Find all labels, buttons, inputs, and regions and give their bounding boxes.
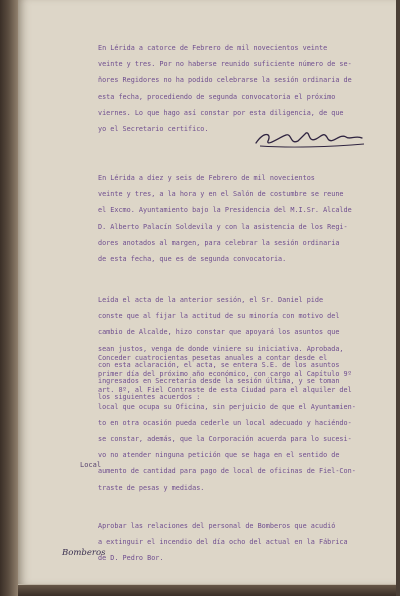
page-stack-edge [18,584,396,596]
text-line: art. 8º, al Fiel Contraste de esta Ciudad para el alquiler del [98,386,352,395]
text-line: de esta fecha, que es de segunda convocatoria. [98,254,287,263]
text-line: conste que al fijar la actitud de su minoría con motivo del [98,312,340,321]
text-line: ingresados en Secretaría desde la sesión última, y se toman [98,376,340,385]
text-line: a extinguir el incendio del día ocho del actual en la Fábrica [98,538,348,547]
text-line: to en otra ocasión pueda cederle un local adecuado y haciéndo- [98,418,352,427]
secretary-signature [250,127,370,151]
paragraph-suspended-session [98,40,370,137]
text-line: local que ocupa su Oficina, sin perjuicio de que el Ayuntamien- [98,402,356,411]
margin-note-bomberos: Bomberos [62,548,106,558]
text-line: Leída el acta de la anterior sesión, el Sr. Daniel pide [98,296,324,304]
text-line: En Lérida a diez y seis de Febrero de mil novecientos [98,174,315,182]
text-line: esta fecha, procediendo de segunda convocatoria el próximo [98,92,336,101]
text-line: se constar, además, que la Corporación acuerda para lo sucesi- [98,434,352,443]
text-line: primer día del próximo año económico, con cargo al Capítulo 9º [98,370,352,379]
paragraph-session-opening [98,170,370,267]
paragraph-firefighters [98,518,370,567]
text-line: veinte y tres, a la hora y en el Salón de costumbre se reune [98,190,344,199]
text-line: cambio de Alcalde, hizo constar que apoyará los asuntos que [98,328,340,337]
text-line: el Excmo. Ayuntamiento bajo la Presidencia del M.I.Sr. Alcalde [98,206,352,215]
text-line: viernes. Lo que hago así constar por esta diligencia, de que [98,108,344,117]
text-line: D. Alberto Palacín Soldevila y con la asistencia de los Regi- [98,222,348,231]
text-line: dores anotados al margen, para celebrar la sesión ordinaria [98,238,340,247]
text-line: En Lérida a catorce de Febrero de mil novecientos veinte [98,44,328,52]
text-line: yo el Secretario certifico. [98,124,209,133]
text-line: aumento de cantidad para pago de local de oficinas de Fiel-Con- [98,467,356,476]
text-line: Aprobar las relaciones del personal de Bomberos que acudió [98,522,336,530]
margin-note-local: Local [80,461,102,469]
text-line: los siguientes acuerdos : [98,393,201,402]
paragraph-local-rent [98,350,370,496]
text-line: con esta aclaración, el acta, se entera S.E. de los asuntos [98,360,340,369]
text-line: de D. Pedro Bor. [98,554,164,563]
text-line: ñores Regidores no ha podido celebrarse la sesión ordinaria de [98,76,352,85]
text-line: Conceder cuatrocientas pesetas anuales a contar desde el [98,354,328,362]
document-page [18,0,396,585]
text-line: veinte y tres. Por no haberse reunido suficiente número de se- [98,60,352,69]
text-line: vo no atender ninguna petición que se haga en el sentido de [98,451,340,460]
text-line: traste de pesas y medidas. [98,483,205,492]
text-line: sean justos, venga de donde viniere su iniciativa. Aprobada, [98,344,344,353]
